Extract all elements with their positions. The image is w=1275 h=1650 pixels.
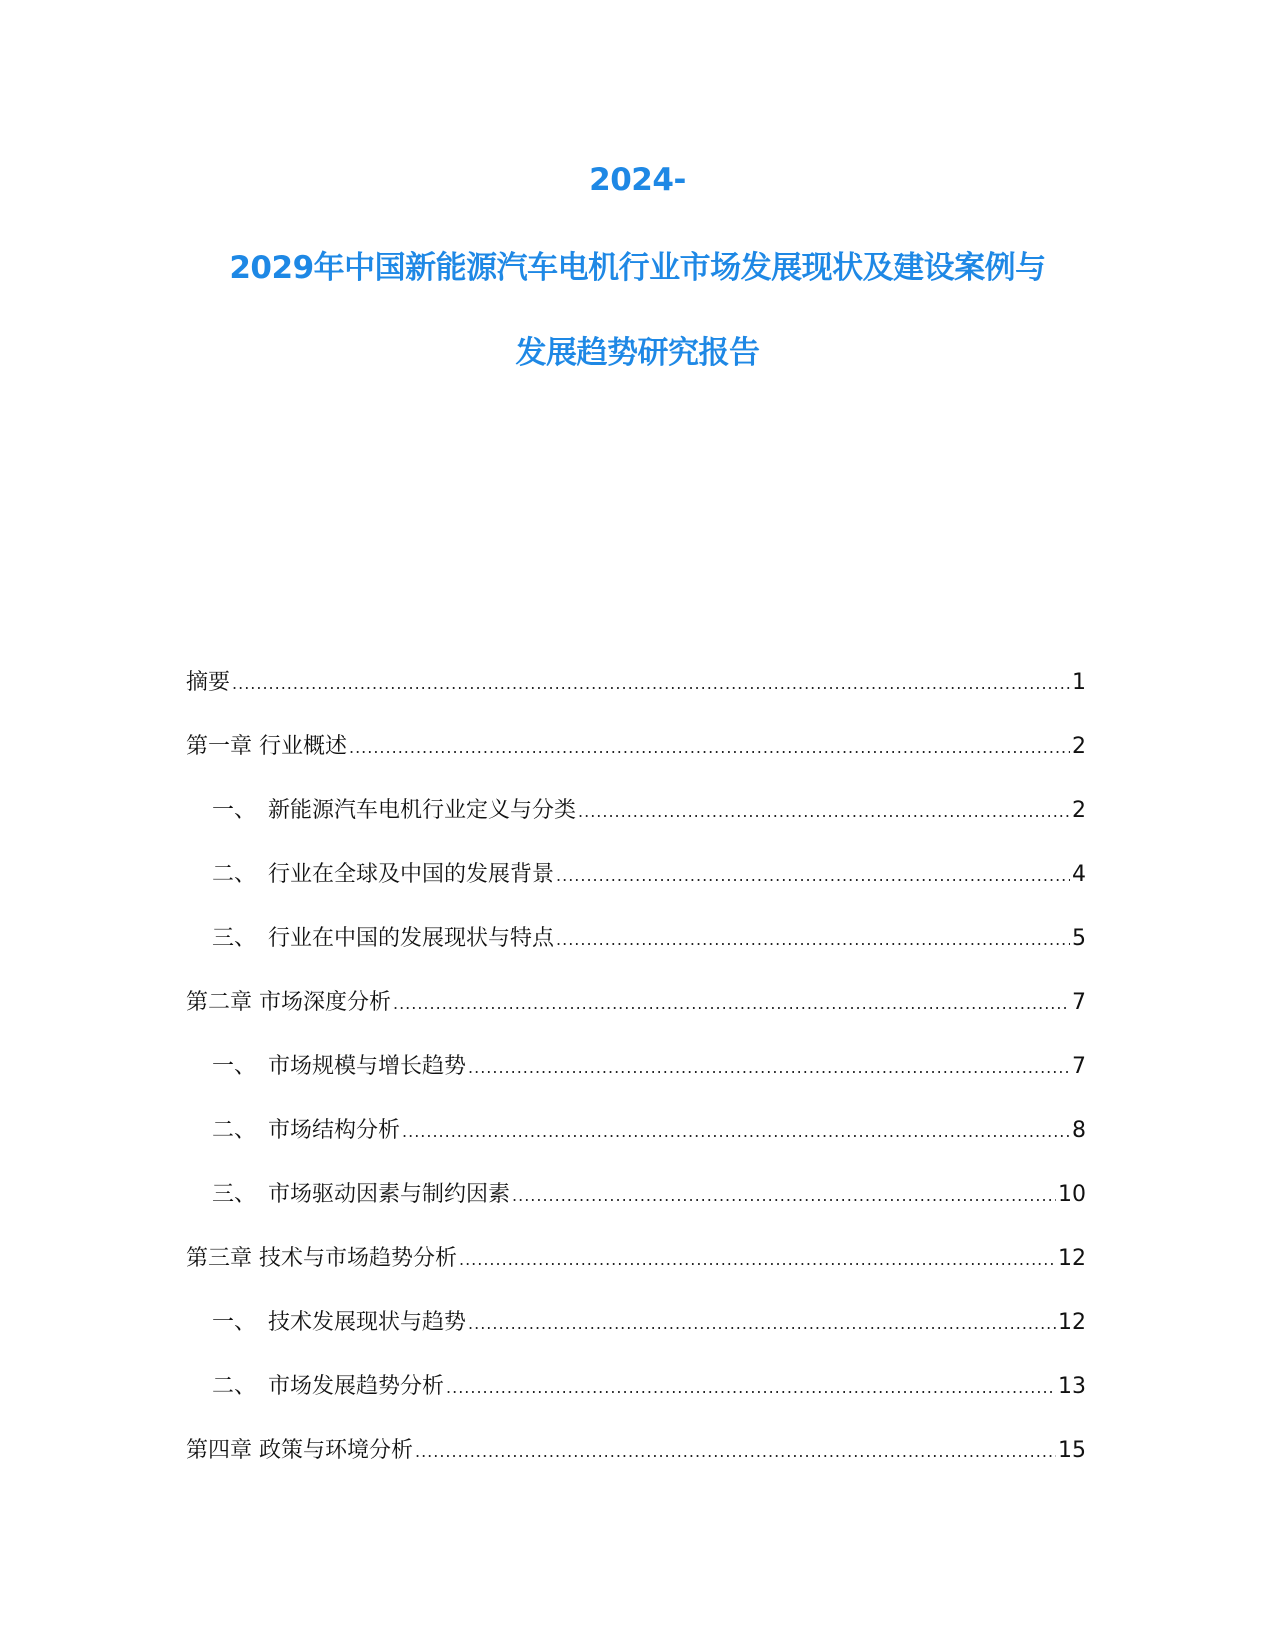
- toc-leader-dots: [393, 994, 1070, 1013]
- toc-prefix: 二、: [212, 1118, 257, 1143]
- toc-entry-section-3-2[interactable]: [186, 1369, 1086, 1433]
- toc-prefix: 三、: [212, 926, 257, 951]
- toc-entry-chapter-1[interactable]: [186, 729, 1086, 793]
- toc-page-number: 12: [1058, 1310, 1086, 1335]
- toc-leader-dots: [446, 1378, 1056, 1397]
- toc-page-number: 12: [1058, 1246, 1086, 1271]
- toc-page-number: 1: [1072, 670, 1086, 695]
- toc-entry-section-2-1[interactable]: [186, 1049, 1086, 1113]
- toc-page-number: 13: [1058, 1374, 1086, 1399]
- toc-entry-section-1-1[interactable]: [186, 793, 1086, 857]
- report-title-line-3: 发展趋势研究报告: [515, 335, 760, 371]
- toc-entry-section-1-2[interactable]: [186, 857, 1086, 921]
- toc-label: 技术发展现状与趋势: [268, 1310, 467, 1335]
- toc-page-number: 2: [1072, 798, 1086, 823]
- toc-entry-summary[interactable]: [186, 665, 1086, 729]
- toc-label: 第一章 行业概述: [186, 734, 347, 759]
- toc-leader-dots: [578, 802, 1070, 821]
- toc-page-number: 5: [1072, 926, 1086, 951]
- toc-page-number: 2: [1072, 734, 1086, 759]
- report-title-line-2: 2029年中国新能源汽车电机行业市场发展现状及建设案例与: [229, 250, 1046, 286]
- toc-entry-chapter-3[interactable]: [186, 1241, 1086, 1305]
- toc-entry-chapter-2[interactable]: [186, 985, 1086, 1049]
- toc-label: 市场驱动因素与制约因素: [268, 1182, 511, 1207]
- toc-page-number: 10: [1058, 1182, 1086, 1207]
- toc-leader-dots: [468, 1058, 1070, 1077]
- toc-label: 摘要: [186, 670, 231, 695]
- toc-page-number: 4: [1072, 862, 1086, 887]
- toc-prefix: 一、: [212, 798, 257, 823]
- toc-entry-section-3-1[interactable]: [186, 1305, 1086, 1369]
- toc-label: 市场规模与增长趋势: [268, 1054, 467, 1079]
- toc-label: 行业在中国的发展现状与特点: [268, 926, 555, 951]
- toc-prefix: 一、: [212, 1054, 257, 1079]
- toc-entry-section-2-2[interactable]: [186, 1113, 1086, 1177]
- toc-leader-dots: [349, 738, 1070, 757]
- table-of-contents: [186, 665, 1086, 1497]
- toc-page-number: 15: [1058, 1438, 1086, 1463]
- toc-prefix: 二、: [212, 862, 257, 887]
- toc-leader-dots: [512, 1186, 1056, 1205]
- toc-leader-dots: [556, 930, 1070, 949]
- report-title-line-1: 2024-: [589, 162, 686, 198]
- toc-leader-dots: [468, 1314, 1056, 1333]
- toc-leader-dots: [415, 1442, 1056, 1461]
- toc-entry-section-1-3[interactable]: [186, 921, 1086, 985]
- toc-label: 市场发展趋势分析: [268, 1374, 445, 1399]
- toc-label: 市场结构分析: [268, 1118, 401, 1143]
- toc-label: 第三章 技术与市场趋势分析: [186, 1246, 457, 1271]
- toc-entry-section-2-3[interactable]: [186, 1177, 1086, 1241]
- toc-prefix: 二、: [212, 1374, 257, 1399]
- toc-label: 新能源汽车电机行业定义与分类: [268, 798, 577, 823]
- toc-leader-dots: [459, 1250, 1056, 1269]
- toc-leader-dots: [556, 866, 1070, 885]
- toc-page-number: 7: [1072, 990, 1086, 1015]
- toc-label: 第二章 市场深度分析: [186, 990, 391, 1015]
- toc-entry-chapter-4[interactable]: [186, 1433, 1086, 1497]
- toc-page-number: 8: [1072, 1118, 1086, 1143]
- toc-prefix: 一、: [212, 1310, 257, 1335]
- toc-leader-dots: [402, 1122, 1070, 1141]
- toc-page-number: 7: [1072, 1054, 1086, 1079]
- toc-label: 第四章 政策与环境分析: [186, 1438, 413, 1463]
- toc-label: 行业在全球及中国的发展背景: [268, 862, 555, 887]
- toc-prefix: 三、: [212, 1182, 257, 1207]
- toc-leader-dots: [232, 674, 1070, 693]
